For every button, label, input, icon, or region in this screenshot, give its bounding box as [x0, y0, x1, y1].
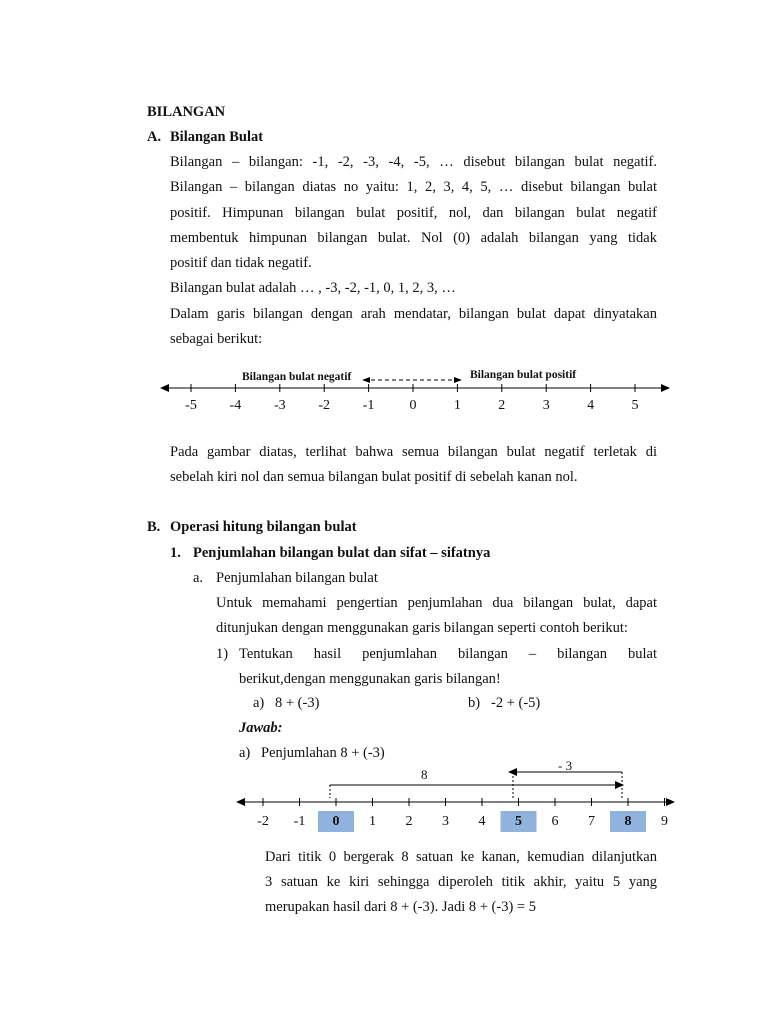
tick-label: 0	[409, 398, 417, 413]
question-line: Tentukan hasil penjumlahan bilangan – bilangan bulat	[239, 646, 657, 662]
paragraph-line: 3 satuan ke kiri sehingga diperoleh titik akhir, yaitu 5 yang	[265, 874, 657, 890]
tick-label-highlighted: 0	[332, 814, 340, 829]
paragraph-line: merupakan hasil dari 8 + (-3). Jadi 8 + (-3) = 5	[265, 899, 536, 915]
tick-label: -3	[273, 398, 286, 413]
tick-label: -4	[229, 398, 242, 413]
answer-label: Jawab:	[239, 720, 283, 736]
tick-label-highlighted: 8	[624, 814, 632, 829]
question-line: berikut,dengan menggunakan garis bilangan!	[239, 671, 501, 687]
tick-label: 3	[442, 814, 449, 829]
label-positive-integers: Bilangan bulat positif	[470, 369, 577, 381]
paragraph-line: Pada gambar diatas, terlihat bahwa semua bilangan bulat negatif terletak di	[170, 444, 657, 460]
axis-arrow-right	[666, 798, 675, 806]
tick-label: 6	[551, 814, 559, 829]
section-b-number: B.	[147, 519, 161, 535]
tick-label: -5	[185, 398, 197, 413]
answer-a-heading: Penjumlahan 8 + (-3)	[261, 745, 385, 761]
tick-label: 2	[405, 814, 413, 829]
question-1-number: 1)	[216, 646, 229, 662]
paragraph-line: Bilangan bulat adalah … , -3, -2, -1, 0, 1, 2, 3, …	[170, 280, 456, 296]
paragraph-line: Dalam garis bilangan dengan arah mendatar, bilangan bulat dapat dinyatakan	[170, 306, 657, 322]
arrow-label-8: 8	[421, 767, 428, 782]
section-b-heading: Operasi hitung bilangan bulat	[170, 519, 357, 535]
paragraph-line: Bilangan – bilangan diatas no yaitu: 1, 2, 3, 4, 5, … disebut bilangan bulat	[170, 179, 657, 195]
subsection-1-number: 1.	[170, 545, 181, 561]
section-a-heading: Bilangan Bulat	[170, 129, 264, 145]
tick-label: 3	[542, 398, 550, 413]
tick-label: 4	[478, 814, 486, 829]
tick-label: 4	[587, 398, 595, 413]
tick-label: -1	[362, 398, 375, 413]
tick-label: -1	[293, 814, 306, 829]
subsection-a-heading: Penjumlahan bilangan bulat	[216, 570, 378, 586]
tick-label: 5	[631, 398, 639, 413]
paragraph-line: Dari titik 0 bergerak 8 satuan ke kanan, kemudian dilanjutkan	[265, 849, 657, 865]
paragraph-line: membentuk himpunan bilangan bulat. Nol (0) adalah bilangan yang tidak	[170, 230, 657, 246]
subsection-a-number: a.	[193, 570, 204, 586]
arrow-label-minus-3: - 3	[558, 758, 573, 773]
tick-label-highlighted: 5	[515, 814, 522, 829]
tick-label: 2	[498, 398, 506, 413]
paragraph-line: Bilangan – bilangan: -1, -2, -3, -4, -5, … disebut bilangan bulat negatif.	[170, 154, 657, 170]
subsection-1-heading: Penjumlahan bilangan bulat dan sifat – sifatnya	[193, 545, 491, 561]
paragraph-line: sebelah kiri nol dan semua bilangan bulat positif di sebelah kanan nol.	[170, 469, 578, 485]
question-1a-expression: 8 + (-3)	[275, 695, 320, 711]
tick-label: 1	[453, 398, 461, 413]
question-1b-label: b)	[468, 695, 481, 711]
paragraph-line: sebagai berikut:	[170, 331, 263, 347]
tick-label: 9	[661, 814, 668, 829]
label-negative-integers: Bilangan bulat negatif	[242, 371, 352, 383]
page-title: BILANGAN	[147, 104, 226, 120]
arrow-plus-8-head	[615, 781, 624, 789]
question-1a-label: a)	[253, 695, 265, 711]
tick-label: -2	[318, 398, 331, 413]
tick-label: 1	[369, 814, 376, 829]
question-1b-expression: -2 + (-5)	[491, 695, 541, 711]
tick-label: -2	[257, 814, 269, 829]
section-a-number: A.	[147, 129, 162, 145]
axis-arrow-left	[236, 798, 245, 806]
paragraph-line: positif. Himpunan bilangan bulat positif, nol, dan bilangan bulat negatif	[170, 205, 657, 221]
tick-label: 7	[588, 814, 595, 829]
paragraph-line: ditunjukan dengan menggunakan garis bilangan seperti contoh berikut:	[216, 620, 628, 636]
paragraph-line: positif dan tidak negatif.	[170, 255, 312, 271]
answer-a-label: a)	[239, 745, 251, 761]
paragraph-line: Untuk memahami pengertian penjumlahan dua bilangan bulat, dapat	[216, 595, 657, 611]
